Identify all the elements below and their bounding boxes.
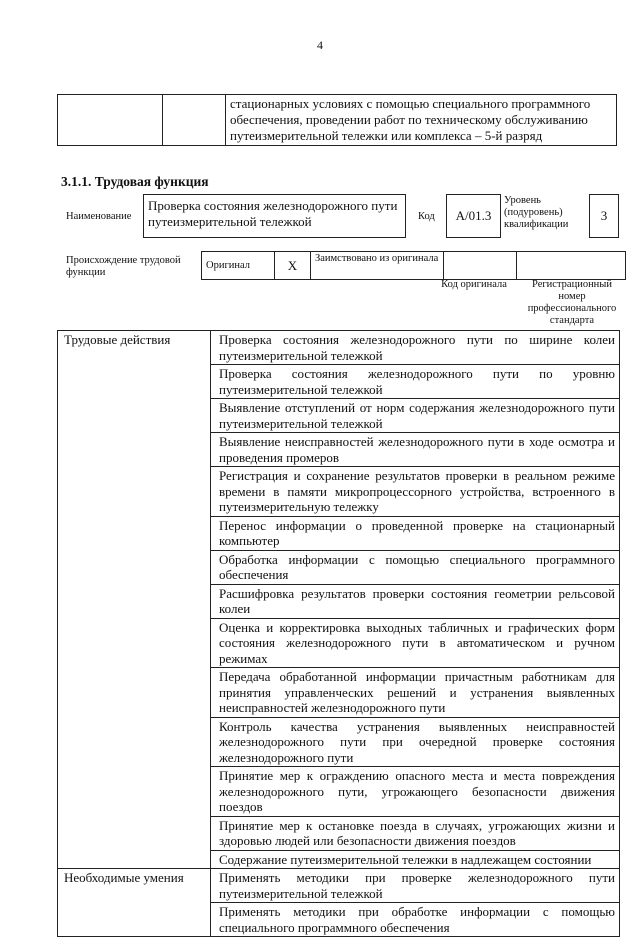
qualification-level-label: Уровень (подуровень) квалификации xyxy=(504,195,569,230)
function-details-table xyxy=(57,330,620,937)
labor-action-item: Регистрация и сохранение результатов проверки в реальном режиме времени в памяти микропроцессорного устройства, встроенного в путеизмерительную тележку xyxy=(211,467,620,517)
table-row xyxy=(58,869,620,903)
name-label: Наименование xyxy=(66,211,132,222)
labor-action-item: Принятие мер к остановке поезда в случаях, угрожающих жизни и здоровью людей или безопасности движения поездов xyxy=(211,816,620,850)
labor-action-item: Проверка состояния железнодорожного пути по уровню путеизмерительной тележкой xyxy=(211,365,620,399)
qualification-level-value: 3 xyxy=(589,194,619,238)
function-name: Проверка состояния железнодорожного пути путеизмерительной тележкой xyxy=(143,194,406,238)
labor-action-item: Обработка информации с помощью специального программного обеспечения xyxy=(211,550,620,584)
page-number: 4 xyxy=(317,38,323,52)
labor-action-item: Перенос информации о проведенной проверке на стационарный компьютер xyxy=(211,516,620,550)
labor-action-item: Передача обработанной информации причастным работникам для принятия управленческих решений и устранения выявленных неисправностей железнодорожного пути xyxy=(211,668,620,718)
registration-number-cell xyxy=(517,252,626,280)
labor-action-item: Выявление отступлений от норм содержания железнодорожного пути путеизмерительной тележкой xyxy=(211,399,620,433)
original-mark: X xyxy=(275,252,311,280)
original-label: Оригинал xyxy=(202,252,275,280)
empty-cell xyxy=(163,95,226,146)
section-title: 3.1.1. Трудовая функция xyxy=(61,174,209,189)
required-skill-label: Необходимые умения xyxy=(58,869,211,937)
origin-label: Происхождение трудовой функции xyxy=(66,255,181,278)
continuation-text: стационарных условиях с помощью специального программного обеспечения, проведении работ по техническому обслуживанию путеизмерительной тележки или комплекса – 5-й разряд xyxy=(226,95,617,146)
required-skill-item: Применять методики при обработке информации с помощью специального программного обеспечения xyxy=(211,903,620,937)
labor-action-label: Трудовые действия xyxy=(58,331,211,869)
function-code: A/01.3 xyxy=(446,194,501,238)
code-label: Код xyxy=(418,211,435,222)
labor-action-item: Контроль качества устранения выявленных неисправностей железнодорожного пути при очередной проверке состояния железнодорожного пути xyxy=(211,717,620,767)
original-code-caption: Код оригинала xyxy=(441,279,507,290)
labor-action-item: Содержание путеизмерительной тележки в надлежащем состоянии xyxy=(211,850,620,869)
table-row xyxy=(58,95,617,146)
labor-action-item: Проверка состояния железнодорожного пути по ширине колеи путеизмерительной тележкой xyxy=(211,331,620,365)
registration-number-caption: Регистрационный номер профессионального стандарта xyxy=(527,279,617,326)
table-row xyxy=(58,331,620,365)
labor-action-item: Оценка и корректировка выходных табличных и графических форм состояния железнодорожного пути в автоматическом и ручном режимах xyxy=(211,618,620,668)
required-skill-item: Применять методики при проверке железнодорожного пути путеизмерительной тележкой xyxy=(211,869,620,903)
original-code-cell xyxy=(444,252,517,280)
continuation-table xyxy=(57,94,617,146)
borrowed-label: Заимствовано из оригинала xyxy=(311,252,444,280)
empty-cell xyxy=(58,95,163,146)
labor-action-item: Расшифровка результатов проверки состояния геометрии рельсовой колеи xyxy=(211,584,620,618)
origin-table xyxy=(201,251,626,280)
labor-action-item: Выявление неисправностей железнодорожного пути в ходе осмотра и проведения промеров xyxy=(211,433,620,467)
labor-action-item: Принятие мер к ограждению опасного места и места повреждения железнодорожного пути, угрожающего безопасности движения поездов xyxy=(211,767,620,817)
table-row xyxy=(202,252,626,280)
